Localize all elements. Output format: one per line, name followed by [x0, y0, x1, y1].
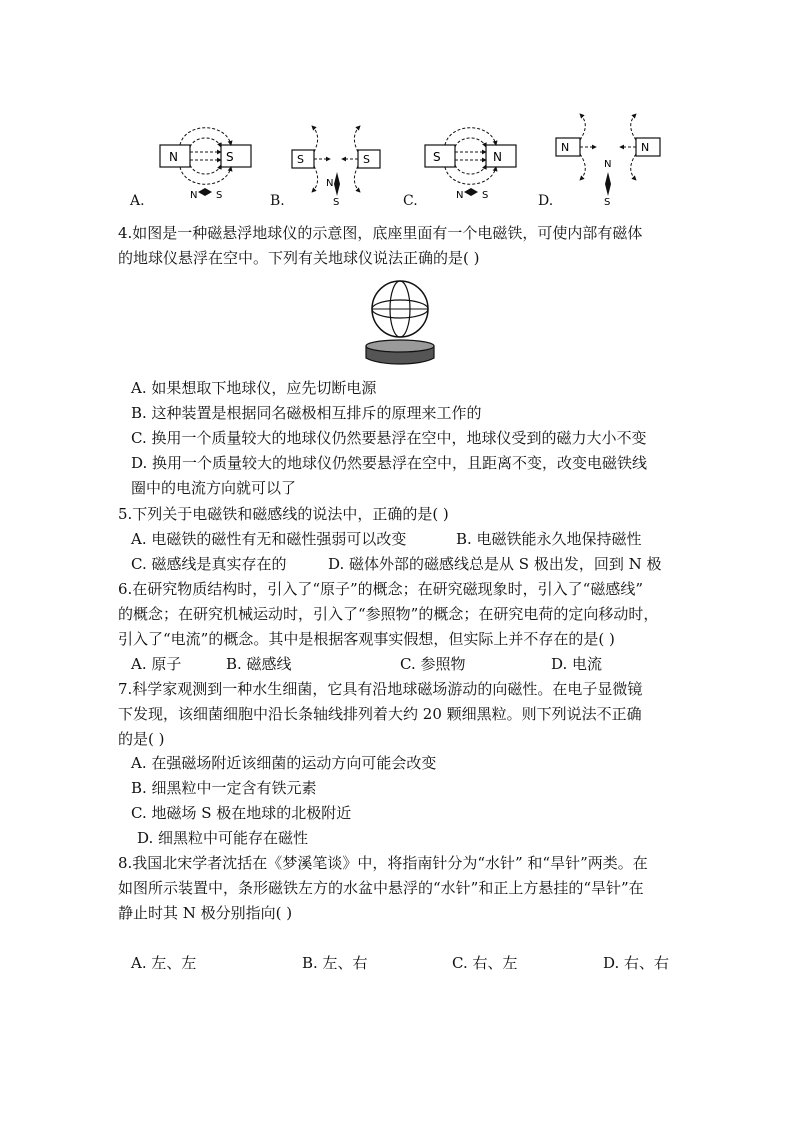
- svg-text:S: S: [363, 153, 370, 166]
- q4-option-c: C. 换用一个质量较大的地球仪仍然要悬浮在空中，地球仪受到的磁力大小不变: [131, 429, 647, 447]
- q5-option-d: D. 磁体外部的磁感线总是从 S 极出发，回到 N 极: [328, 555, 662, 573]
- q5-option-a: A. 电磁铁的磁性有无和磁性强弱可以改变: [131, 530, 407, 548]
- q8-stem-line2: 如图所示装置中，条形磁铁左方的水盆中悬浮的“水针”和正上方悬挂的“旱针”在: [118, 879, 644, 897]
- svg-text:N: N: [493, 150, 502, 164]
- q8-option-a: A. 左、左: [131, 954, 197, 972]
- q5-stem: 5.下列关于电磁铁和磁感线的说法中，正确的是( ): [118, 505, 449, 523]
- svg-text:N: N: [604, 159, 612, 170]
- q8-option-c: C. 右、左: [452, 954, 518, 972]
- q6-stem-line2: 的概念；在研究机械运动时，引入了“参照物”的概念；在研究电荷的定向移动时，: [118, 605, 659, 623]
- figure-c-label: C.: [403, 193, 418, 209]
- svg-text:S: S: [297, 153, 304, 166]
- figure-d: [556, 114, 660, 208]
- figure-d-label: D.: [538, 193, 554, 209]
- q7-stem-line2: 下发现，该细菌细胞中沿长条轴线排列着大约 20 颗细黑粒。则下列说法不正确: [118, 705, 642, 723]
- q7-stem-line1: 7.科学家观测到一种水生细菌，它具有沿地球磁场游动的向磁性。在电子显微镜: [118, 680, 643, 698]
- svg-text:S: S: [333, 197, 340, 208]
- q7-option-a: A. 在强磁场附近该细菌的运动方向可能会改变: [131, 754, 437, 772]
- q7-stem-line3: 的是( ): [118, 730, 165, 748]
- q8-stem-line1: 8.我国北宋学者沈括在《梦溪笔谈》中，将指南针分为“水针” 和“旱针”两类。在: [118, 854, 648, 872]
- svg-text:N: N: [326, 178, 334, 189]
- svg-text:N: N: [561, 141, 570, 154]
- q4-option-b: B. 这种装置是根据同名磁极相互排斥的原理来工作的: [131, 404, 482, 422]
- q3-magnet-figures: [0, 0, 794, 220]
- q8-option-b: B. 左、右: [302, 954, 368, 972]
- svg-text:N: N: [190, 190, 198, 201]
- figure-b-label: B.: [270, 193, 285, 209]
- q6-option-c: C. 参照物: [400, 655, 466, 673]
- q6-stem-line3: 引入了“电流”的概念。其中是根据客观事实假想，但实际上并不存在的是( ): [118, 630, 615, 648]
- q4-option-d-cont: 圈中的电流方向就可以了: [131, 479, 297, 497]
- svg-text:N: N: [169, 150, 178, 164]
- q7-option-b: B. 细黑粒中一定含有铁元素: [131, 779, 317, 797]
- figure-b: [292, 126, 380, 208]
- q6-option-d: D. 电流: [551, 655, 603, 673]
- maglev-globe-figure: [360, 276, 460, 371]
- svg-text:N: N: [641, 141, 650, 154]
- q4-stem-line2: 的地球仪悬浮在空中。下列有关地球仪说法正确的是( ): [118, 249, 480, 267]
- q7-option-d: D. 细黑粒中可能存在磁性: [137, 829, 309, 847]
- q6-option-b: B. 磁感线: [226, 655, 292, 673]
- svg-text:S: S: [604, 197, 611, 208]
- svg-text:S: S: [482, 190, 489, 201]
- svg-text:S: S: [216, 190, 223, 201]
- figure-a-label: A.: [130, 193, 145, 209]
- q4-option-a: A. 如果想取下地球仪，应先切断电源: [131, 379, 377, 397]
- q7-option-c: C. 地磁场 S 极在地球的北极附近: [131, 804, 352, 822]
- figure-a: [160, 128, 251, 201]
- figure-c: [425, 128, 516, 201]
- svg-text:S: S: [433, 150, 441, 164]
- q5-option-c: C. 磁感线是真实存在的: [131, 555, 287, 573]
- q8-stem-line3: 静止时其 N 极分别指向( ): [118, 904, 293, 922]
- q6-option-a: A. 原子: [131, 655, 182, 673]
- svg-text:N: N: [456, 190, 464, 201]
- q6-stem-line1: 6.在研究物质结构时，引入了“原子”的概念；在研究磁现象时，引入了“磁感线”: [118, 580, 643, 598]
- q4-option-d: D. 换用一个质量较大的地球仪仍然要悬浮在空中，且距离不变，改变电磁铁线: [131, 454, 648, 472]
- q4-stem-line1: 4.如图是一种磁悬浮地球仪的示意图，底座里面有一个电磁铁，可使内部有磁体: [118, 224, 643, 242]
- q5-option-b: B. 电磁铁能永久地保持磁性: [456, 530, 642, 548]
- svg-text:S: S: [226, 150, 234, 164]
- q8-option-d: D. 右、右: [603, 954, 670, 972]
